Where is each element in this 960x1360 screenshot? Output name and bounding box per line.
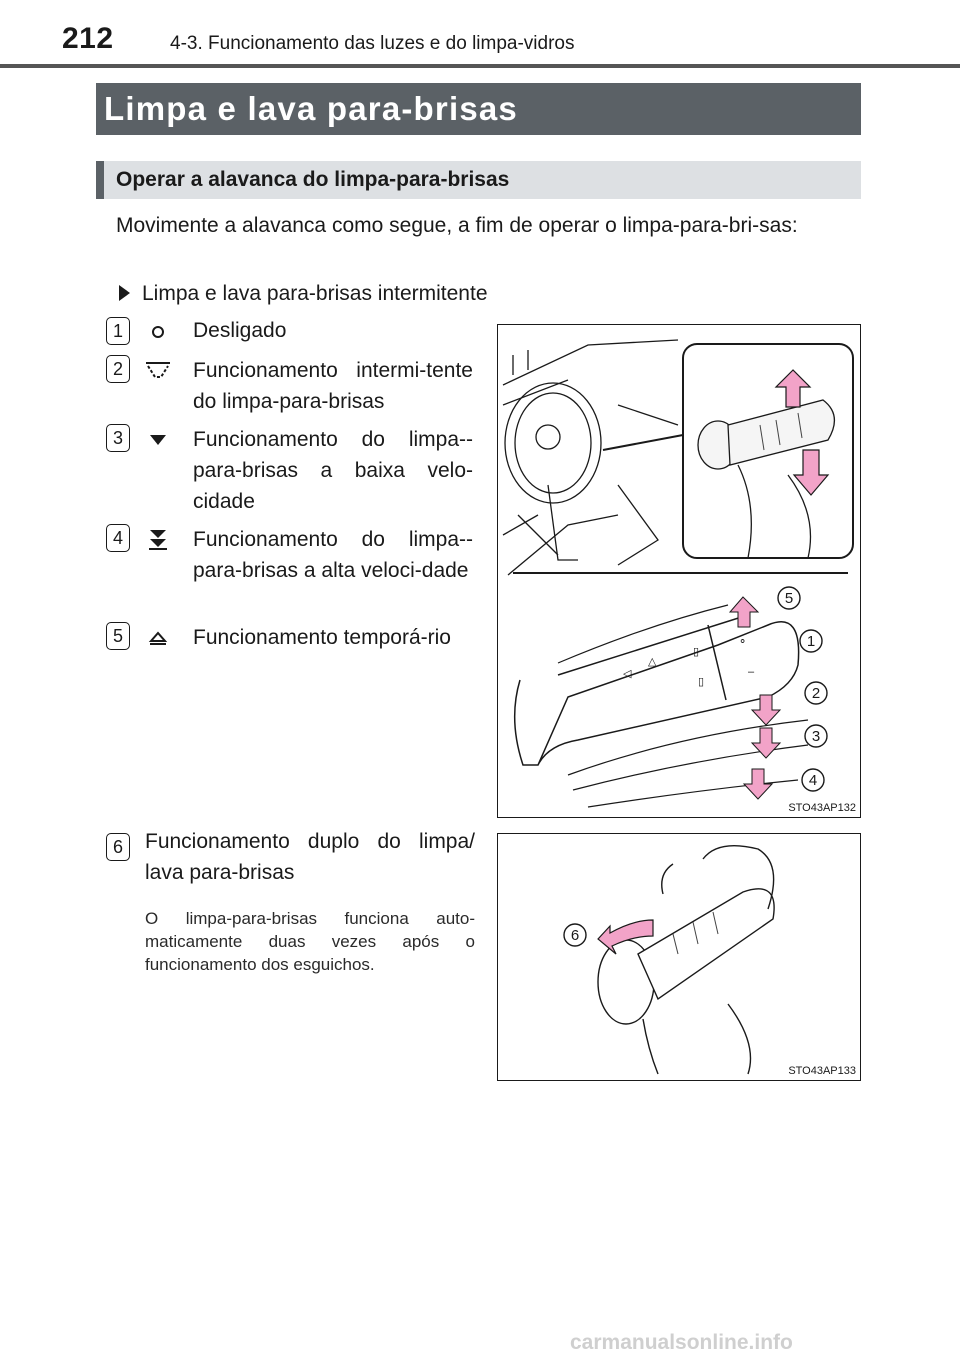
item-text: Funcionamento temporá-rio bbox=[193, 626, 451, 649]
bullet-triangle-icon bbox=[119, 285, 130, 301]
item-number-badge: 2 bbox=[106, 355, 130, 383]
bullet-item bbox=[119, 282, 488, 306]
subsection-bar bbox=[96, 161, 861, 199]
callout-number: 6 bbox=[570, 927, 580, 944]
page-number: 212 bbox=[62, 22, 114, 55]
bullet-text: Limpa e lava para-brisas intermitente bbox=[142, 282, 488, 305]
figure-wiper-lever bbox=[497, 324, 861, 818]
item-number-badge: 5 bbox=[106, 622, 130, 650]
high-speed-double-triangle-icon bbox=[143, 527, 173, 551]
item-number-badge: 1 bbox=[106, 317, 130, 345]
item-number-badge: 3 bbox=[106, 424, 130, 452]
double-wash-illustration bbox=[498, 834, 860, 1080]
watermark: carmanualsonline.info bbox=[570, 1331, 793, 1354]
item-text: Funcionamento intermi-tente do limpa-para-brisas bbox=[193, 359, 473, 413]
mist-caret-icon bbox=[143, 625, 173, 649]
wiper-lever-illustration bbox=[498, 325, 860, 817]
figure-code: STO43AP133 bbox=[788, 1065, 856, 1077]
intermittent-wiper-icon bbox=[143, 358, 173, 382]
off-circle-icon bbox=[143, 320, 173, 344]
callout-number: 1 bbox=[806, 633, 816, 650]
section-banner bbox=[96, 83, 861, 135]
item-text: Desligado bbox=[193, 319, 287, 342]
subsection-title: Operar a alavanca do limpa-para-brisas bbox=[116, 168, 510, 191]
item-text: Funcionamento do limpa--para-brisas a baixa velo-cidade bbox=[193, 428, 473, 513]
svg-text:◁: ◁ bbox=[623, 668, 632, 680]
callout-number: 4 bbox=[808, 772, 818, 789]
svg-text:▯: ▯ bbox=[693, 646, 700, 658]
note-text: O limpa-para-brisas funciona auto-maticamente duas vezes após o funcionamento dos esguichos. bbox=[145, 909, 475, 974]
svg-text:⚬: ⚬ bbox=[738, 636, 748, 648]
intro-paragraph: Movimente a alavanca como segue, a fim de operar o limpa-para-bri-sas: bbox=[116, 214, 798, 237]
low-speed-triangle-icon bbox=[143, 428, 173, 452]
figure-code: STO43AP132 bbox=[788, 802, 856, 814]
svg-text:▯: ▯ bbox=[698, 676, 705, 688]
callout-number: 3 bbox=[811, 728, 821, 745]
item-number-badge: 4 bbox=[106, 524, 130, 552]
item-text: Funcionamento do limpa--para-brisas a alta veloci-dade bbox=[193, 528, 473, 582]
item-number-badge: 6 bbox=[106, 833, 130, 861]
callout-number: 5 bbox=[784, 590, 794, 607]
svg-text:–: – bbox=[748, 666, 755, 678]
header-rule bbox=[0, 64, 960, 68]
svg-text:△: △ bbox=[648, 656, 657, 668]
section-title: Limpa e lava para-brisas bbox=[104, 90, 518, 127]
item-text: Funcionamento duplo do limpa/ lava para-brisas bbox=[145, 830, 475, 884]
subsection-bar-accent bbox=[96, 161, 104, 199]
callout-number: 2 bbox=[811, 685, 821, 702]
chapter-title: 4-3. Funcionamento das luzes e do limpa-vidros bbox=[170, 33, 575, 54]
figure-double-wash bbox=[497, 833, 861, 1081]
